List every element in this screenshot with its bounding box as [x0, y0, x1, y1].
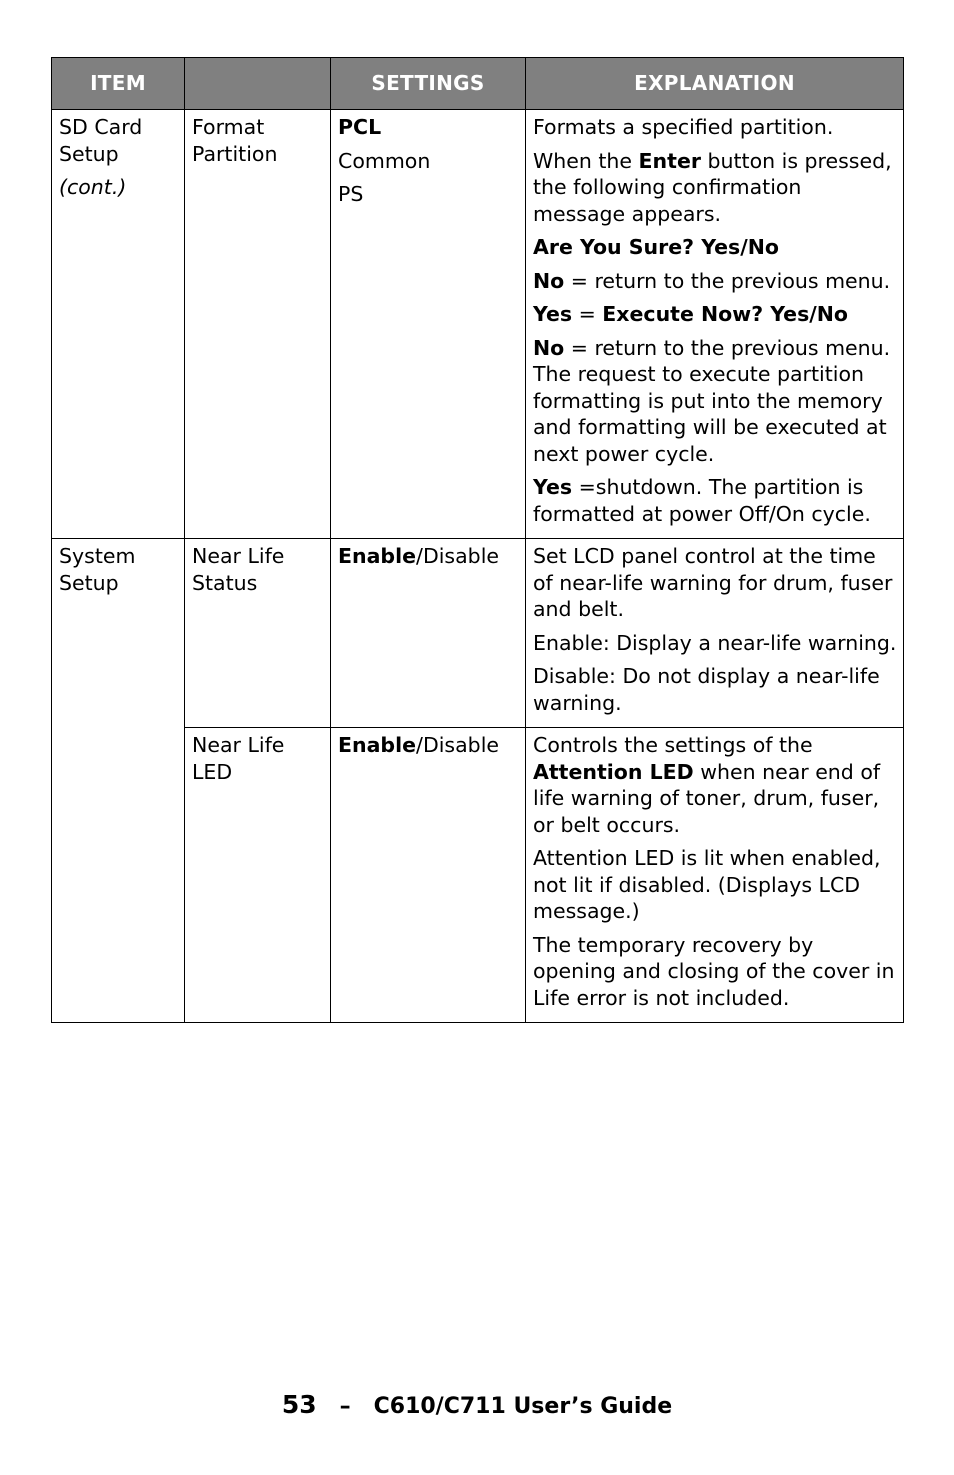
button-name: Enter — [638, 148, 701, 173]
item-cell — [52, 539, 185, 1023]
confirmation-message: Execute Now? Yes/No — [602, 302, 849, 326]
header-settings: SETTINGS — [331, 58, 526, 110]
item-label: SD Card Setup — [59, 115, 143, 166]
page-footer — [0, 1390, 954, 1419]
subitem-cell — [185, 728, 331, 1023]
explanation-text: Attention LED is lit when enabled, not lit if disabled. (Displays LCD message.) — [533, 846, 881, 923]
explanation-cell — [526, 539, 904, 728]
explanation-text — [533, 148, 897, 228]
header-item: ITEM — [52, 58, 185, 110]
option-keyword: Yes — [533, 302, 573, 326]
subitem-label: Format Partition — [192, 115, 278, 166]
explanation-text — [533, 335, 897, 468]
setting-values — [338, 732, 519, 759]
guide-title: C610/C711 User’s Guide — [373, 1394, 673, 1419]
led-name: Attention LED — [533, 759, 694, 784]
explanation-text — [533, 268, 897, 295]
header-subitem — [185, 58, 331, 110]
setting-option: Common — [338, 148, 431, 173]
option-keyword: Yes — [533, 475, 573, 499]
table-row — [52, 539, 904, 728]
text-run: =shutdown. The partition is formatted at power Off/On cycle. — [533, 475, 871, 526]
settings-cell — [331, 110, 526, 539]
setting-default: PCL — [338, 115, 382, 139]
text-run: = return to the previous menu. — [564, 268, 891, 293]
table-row — [52, 110, 904, 539]
settings-table — [51, 57, 904, 1023]
settings-cell — [331, 539, 526, 728]
text-run: when near end of life warning of toner, drum, fuser, or belt occurs. — [533, 759, 881, 837]
explanation-cell — [526, 728, 904, 1023]
setting-values — [338, 543, 519, 570]
option-keyword: No — [533, 335, 565, 360]
explanation-text: Formats a specified partition. — [533, 115, 834, 139]
settings-cell — [331, 728, 526, 1023]
setting-option: /Disable — [416, 544, 499, 568]
text-run: When the — [533, 148, 639, 173]
option-keyword: No — [533, 268, 565, 293]
subitem-label: Near Life LED — [192, 733, 285, 784]
subitem-label: Near Life Status — [192, 544, 285, 595]
setting-option: PS — [338, 182, 364, 206]
text-run: button is pressed, the following confirmation message appears. — [533, 148, 892, 226]
explanation-text — [533, 732, 897, 838]
header-row — [52, 58, 904, 110]
subitem-cell — [185, 110, 331, 539]
item-label: System Setup — [59, 544, 136, 595]
item-note: (cont.) — [59, 175, 127, 199]
setting-default: Enable — [338, 733, 417, 757]
text-run: = — [572, 302, 603, 326]
explanation-text: Enable: Display a near-life warning. — [533, 630, 897, 655]
page-number: 53 — [281, 1390, 317, 1419]
explanation-text: Disable: Do not display a near-life warning. — [533, 664, 880, 715]
explanation-text — [533, 301, 897, 328]
setting-option: /Disable — [416, 733, 499, 757]
subitem-cell — [185, 539, 331, 728]
explanation-text: Set LCD panel control at the time of near-life warning for drum, fuser and belt. — [533, 544, 893, 621]
explanation-cell — [526, 110, 904, 539]
explanation-text: The temporary recovery by opening and closing of the cover in Life error is not included. — [533, 932, 895, 1010]
text-run: = return to the previous menu. The request to execute partition formatting is put into the memory and formatting will be executed at next power cycle. — [533, 335, 891, 466]
header-explanation: EXPLANATION — [526, 58, 904, 110]
footer-separator: – — [316, 1394, 374, 1419]
setting-default: Enable — [338, 544, 417, 568]
confirmation-message: Are You Sure? Yes/No — [533, 235, 779, 259]
item-cell — [52, 110, 185, 539]
explanation-text — [533, 474, 897, 527]
text-run: Controls the settings of the — [533, 733, 813, 757]
